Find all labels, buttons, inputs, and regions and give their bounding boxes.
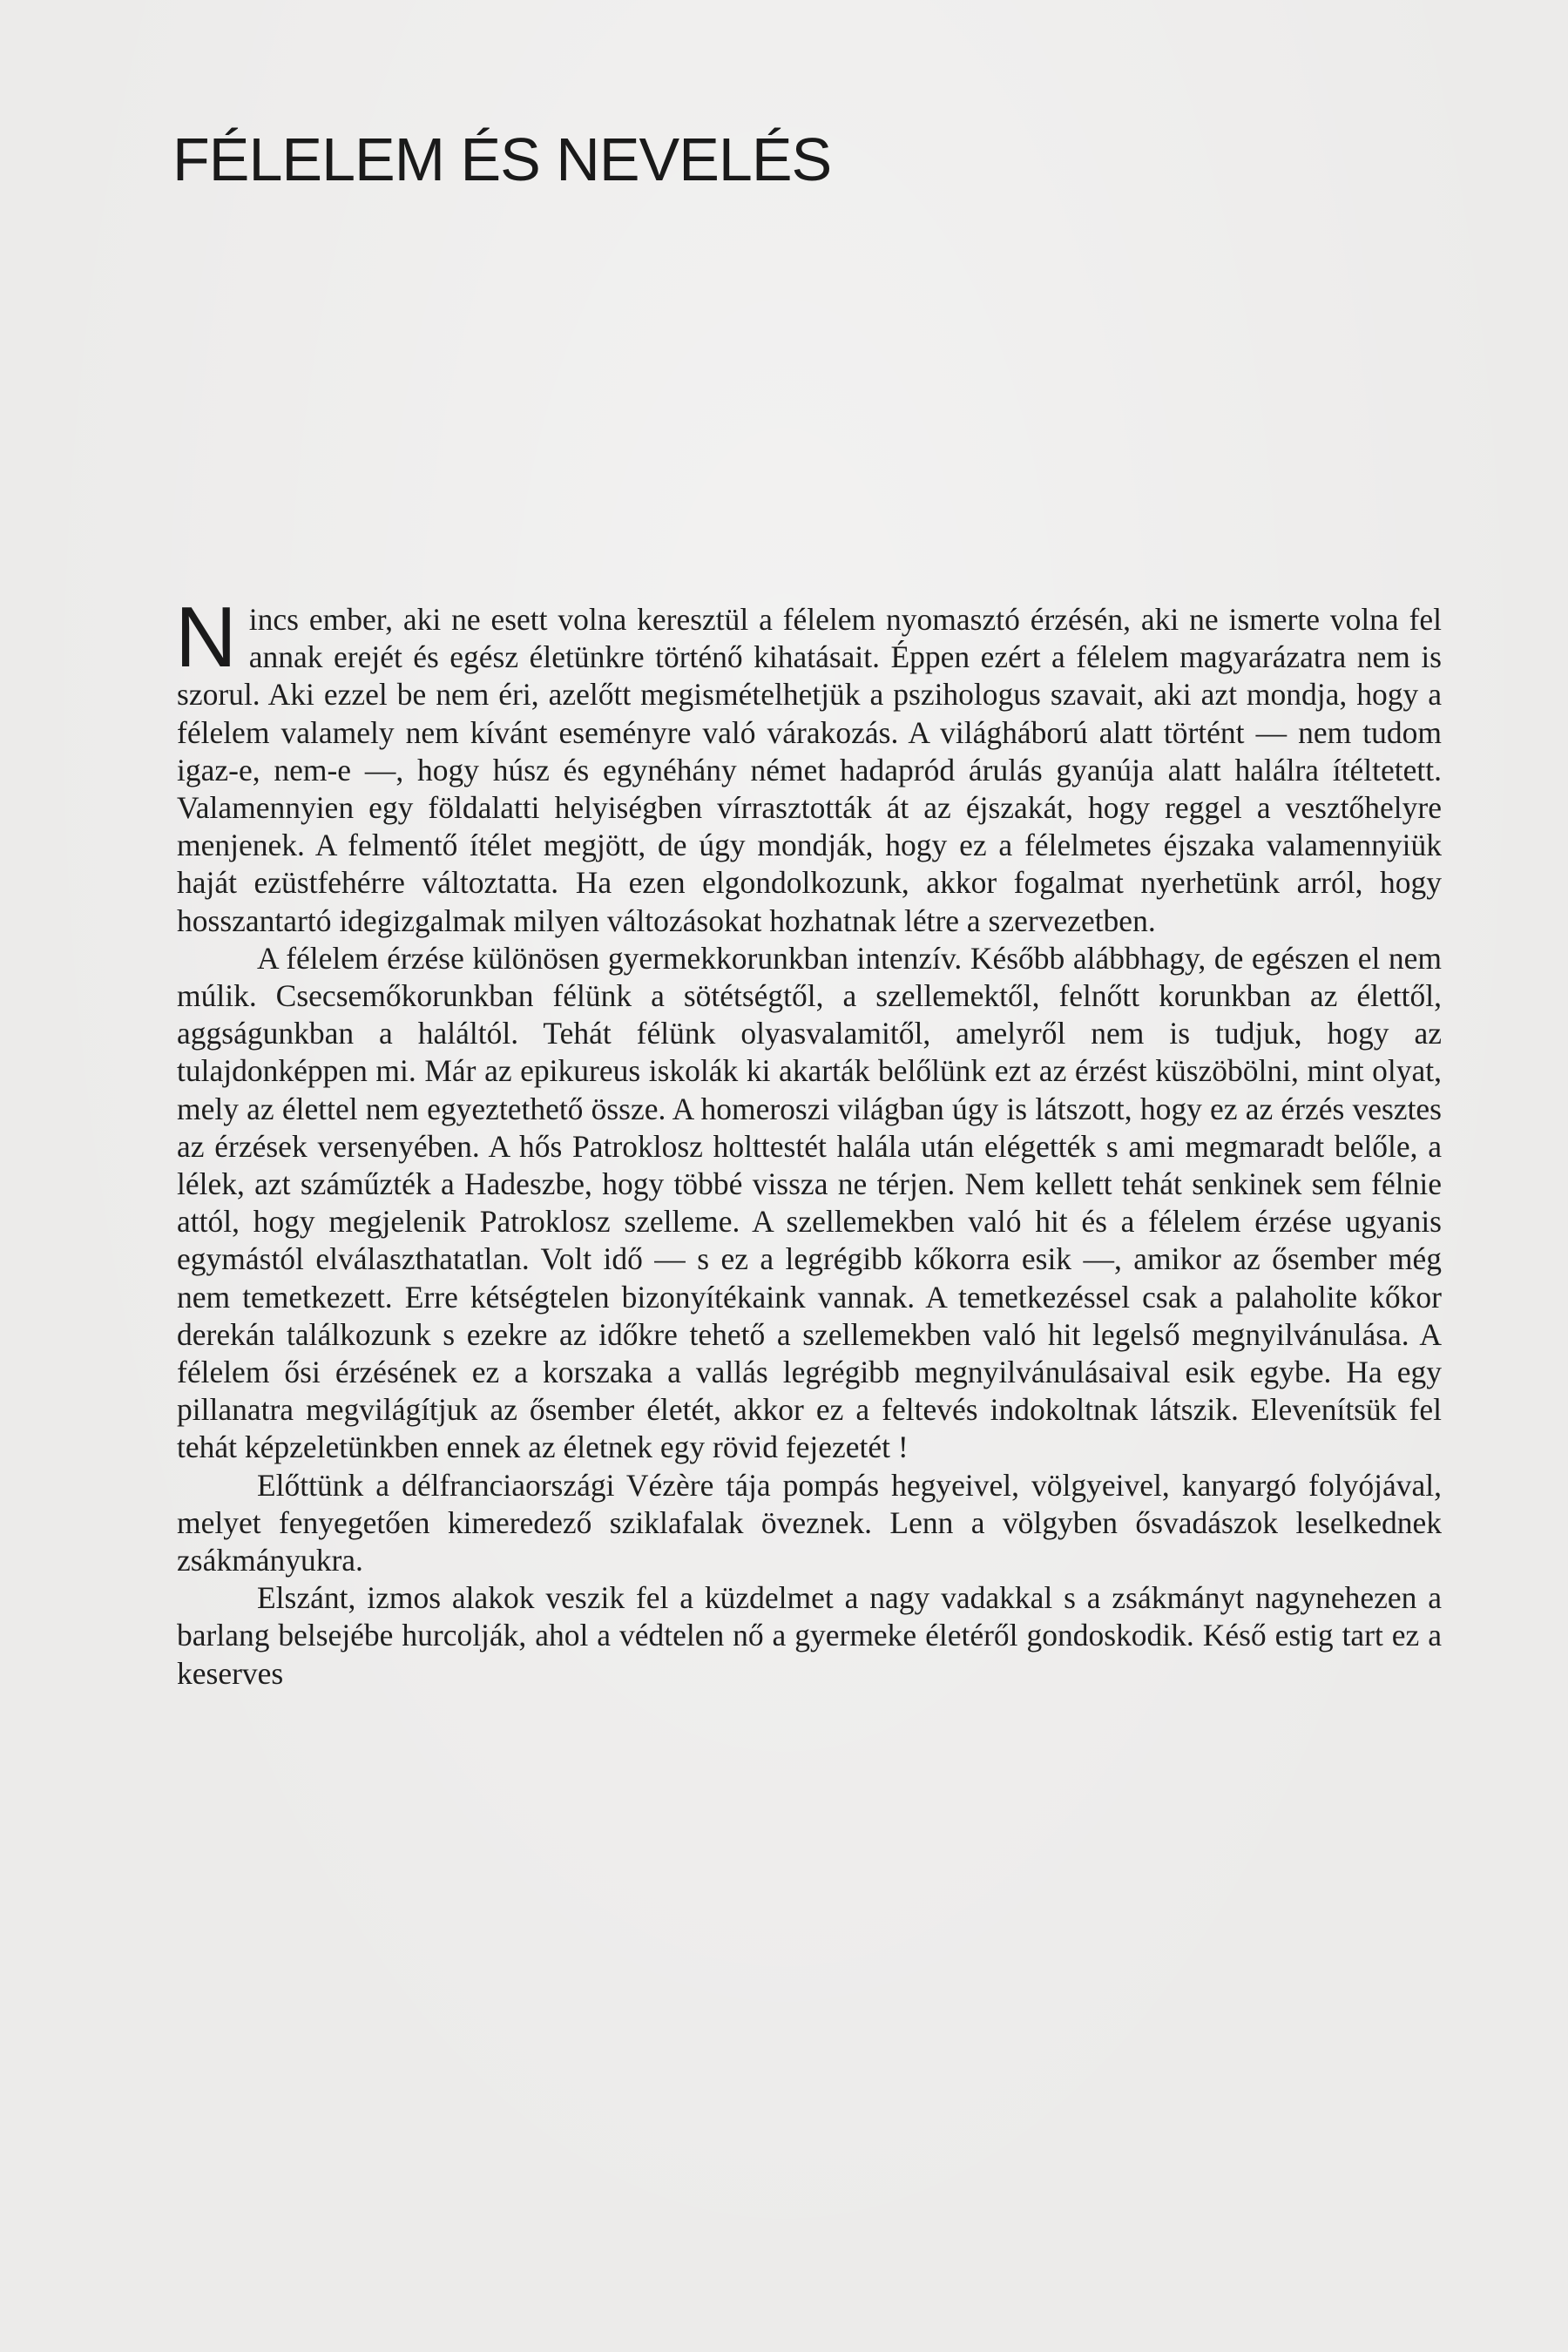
drop-cap: N [175,589,237,685]
page-title: FÉLELEM ÉS NEVELÉS [172,125,832,193]
paragraph-1-text: incs ember, aki ne esett volna keresztül a félelem nyomasztó érzésén, aki ne ismerte volna fel annak erejét és egész életünkre történő kihatásait. Éppen ezért a félelem magyarázatra nem is szorul. Aki ezzel be nem éri, azelőtt megismételhetjük a pszihologus szavait, aki azt mondja, hogy a félelem valamely nem kívánt eseményre való várakozás. A világháború alatt történt — nem tudom igaz-e, nem-e —, hogy húsz és egynéhány német hadapród árulás gyanúja alatt halálra ítéltetett. Valamennyien egy földalatti helyiségben vírrasztották át az éjszakát, hogy reggel a vesztőhelyre menjenek. A felmentő ítélet megjött, de úgy mondják, hogy ez a félelmetes éjszaka valamennyiük haját ezüstfehérre változtatta. Ha ezen elgondolkozunk, akkor fogalmat nyerhetünk arról, hogy hosszantartó idegizgalmak milyen változásokat hozhatnak létre a szervezetben. [177,602,1442,938]
article-body [175,589,1442,1693]
paragraph-4: Elszánt, izmos alakok veszik fel a küzdelmet a nagy vadakkal s a zsákmányt nagynehezen a barlang belsejébe hurcolják, ahol a védtelen nő a gyermeke életéről gondoskodik. Késő estig tart ez a keserves [177,1580,1442,1691]
paragraph-1 [175,589,1442,940]
paragraph-2: A félelem érzése különösen gyermekkorunkban intenzív. Később alábbhagy, de egészen el nem múlik. Csecsemőkorunkban félünk a sötétségtől, a szellemektől, felnőtt korunkban az élettől, aggságunkban a haláltól. Tehát félünk olyasvalamitől, amelyről nem is tudjuk, hogy az tulajdonképpen mi. Már az epikureus iskolák ki akarták belőlünk ezt az érzést küszöbölni, mint olyat, mely az élettel nem egyeztethető össze. A homeroszi világban úgy is látszott, hogy ez az érzés vesztes az érzések versenyében. A hős Patroklosz holttestét halála után elégették s ami megmaradt belőle, a lélek, azt száműzték a Hadeszbe, hogy többé vissza ne térjen. Nem kellett tehát senkinek sem félnie attól, hogy megjelenik Patroklosz szelleme. A szellemekben való hit és a félelem érzése ugyanis egymástól elválaszthatatlan. Volt idő — s ez a legrégibb kőkorra esik —, amikor az ősember még nem temetkezett. Erre kétségtelen bizonyítékaink vannak. A temetkezéssel csak a palaholite kőkor derekán találkozunk s ezekre az időkre tehető a szellemekben való hit legelső megnyilvánulása. A félelem ősi érzésének ez a korszaka a vallás legrégibb megnyilvánulásaival esik egybe. Ha egy pillanatra megvilágítjuk az ősember életét, akkor ez a feltevés indokoltnak látszik. Elevenítsük fel tehát képzeletünkben ennek az életnek egy rövid fejezetét ! [177,940,1442,1465]
paragraph-3: Előttünk a délfranciaországi Vézère tája pompás hegyeivel, völgyeivel, kanyargó folyójával, melyet fenyegetően kimeredező sziklafalak öveznek. Lenn a völgyben ősvadászok leselkednek zsákmányukra. [177,1467,1442,1578]
